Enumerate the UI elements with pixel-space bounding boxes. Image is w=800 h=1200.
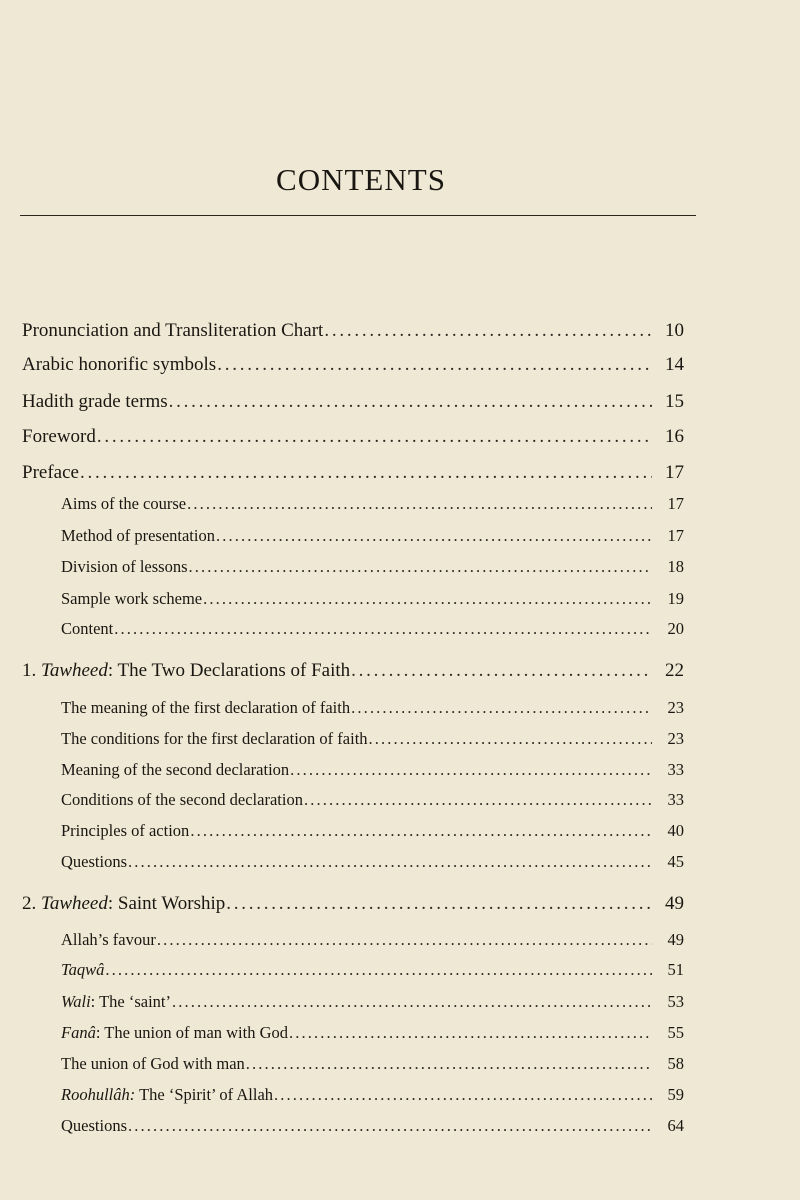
toc-entry-title [61,992,171,1012]
toc-entry-title [22,893,225,915]
toc-entry-text: Arabic honorific symbols [22,354,217,375]
toc-entry [61,698,684,718]
toc-page-number: 16 [665,426,684,447]
toc-page-number: 33 [667,790,684,809]
toc-entry-term: Roohullâh: [61,1085,136,1104]
toc-entry-text: Method of presentation [61,526,215,545]
toc-entry [61,1054,684,1074]
toc-entry-text: Allah’s favour [61,930,156,949]
toc-page-number: 49 [665,893,684,914]
dot-leader [274,1085,652,1105]
toc-page-number: 49 [667,930,684,949]
toc-entry [61,619,684,639]
toc-entry-title [22,462,79,484]
toc-page-number: 17 [667,494,684,513]
toc-entry [22,426,684,448]
toc-entry-text: Aims of the course [61,494,187,513]
toc-entry-text: : The ‘saint’ [90,992,171,1011]
toc-page-number: 59 [667,1085,684,1104]
toc-entry [22,660,684,682]
toc-entry-text: The ‘Spirit’ of Allah [135,1085,274,1104]
page-title: CONTENTS [276,162,446,197]
dot-leader [324,320,652,342]
dot-leader [128,1116,652,1136]
toc-entry-title [61,1116,127,1136]
toc-entry-title [61,1023,288,1043]
dot-leader [351,660,652,682]
toc-entry [61,960,684,980]
toc-page-number: 18 [667,557,684,576]
toc-entry-term: Tawheed [41,893,108,914]
toc-entry [22,893,684,915]
toc-page-number: 23 [667,698,684,717]
toc-entry-text: : The union of man with God [95,1023,289,1042]
toc-entry-text: Division of lessons [61,557,188,576]
dot-leader [97,426,652,448]
toc-entry [61,992,684,1012]
dot-leader [203,589,652,609]
dot-leader [246,1054,652,1074]
dot-leader [105,960,652,980]
toc-page-number: 20 [667,619,684,638]
toc-page-number: 22 [665,660,684,681]
dot-leader [216,526,652,546]
toc-entry [61,494,684,514]
toc-page-number: 14 [665,354,684,375]
dot-leader [217,354,652,376]
toc-entry-text: Preface [22,462,79,483]
toc-page-number: 64 [667,1116,684,1135]
toc-entry-title [61,852,127,872]
toc-entry [61,557,684,577]
toc-entry [22,462,684,484]
toc-page-number: 33 [667,760,684,779]
toc-entry [61,852,684,872]
dot-leader [290,760,652,780]
dot-leader [189,557,652,577]
toc-entry [61,1023,684,1043]
toc-entry [61,526,684,546]
toc-entry-text: Questions [61,852,127,871]
toc-page-number: 17 [665,462,684,483]
toc-entry-title [22,354,216,376]
toc-page-number: 23 [667,729,684,748]
toc-entry-title [61,1085,273,1105]
toc-entry [61,589,684,609]
toc-entry-text: Content [61,619,114,638]
toc-entry-title [61,760,289,780]
toc-entry [22,354,684,376]
toc-entry-title [61,790,303,810]
toc-entry-title [61,698,350,718]
toc-entry-title [61,821,189,841]
toc-entry-title [61,619,113,639]
dot-leader [226,893,652,915]
dot-leader [80,462,652,484]
toc-entry-title [61,1054,245,1074]
toc-entry-term: Fanâ [61,1023,96,1042]
toc-entry-title [61,557,188,577]
toc-entry-text: Hadith grade terms [22,391,168,412]
toc-page-number: 53 [667,992,684,1011]
toc-entry-text: The union of God with man [61,1054,245,1073]
toc-page-number: 51 [667,960,684,979]
toc-entry [22,320,684,342]
toc-entry [61,1085,684,1105]
toc-entry-title [22,391,168,413]
toc-entry-text: The meaning of the first declaration of faith [61,698,351,717]
dot-leader [157,930,652,950]
toc-page-number: 58 [667,1054,684,1073]
toc-entry [61,790,684,810]
toc-entry-text: Conditions of the second declaration [61,790,303,809]
dot-leader [172,992,652,1012]
toc-entry-title [61,494,186,514]
toc-page-number: 19 [667,589,684,608]
toc-entry [61,930,684,950]
dot-leader [114,619,652,639]
toc-entry-term: Wali [61,992,91,1011]
toc-entry-text: Sample work scheme [61,589,203,608]
toc-page-number: 15 [665,391,684,412]
toc-page-number: 17 [667,526,684,545]
toc-entry-title [61,589,202,609]
dot-leader [351,698,652,718]
toc-entry-title [61,729,368,749]
toc-entry-text: Pronunciation and Transliteration Chart [22,320,324,341]
toc-entry-text: The conditions for the first declaration of faith [61,729,368,748]
toc-entry-text: : The Two Declarations of Faith [107,660,351,681]
toc-page-number: 55 [667,1023,684,1042]
dot-leader [289,1023,652,1043]
toc-entry [61,729,684,749]
dot-leader [304,790,652,810]
toc-entry [22,391,684,413]
toc-entry-title [61,960,104,980]
dot-leader [187,494,652,514]
toc-entry-text: Questions [61,1116,127,1135]
dot-leader [169,391,652,413]
toc-page-number: 10 [665,320,684,341]
toc-entry-title [22,660,350,682]
dot-leader [190,821,652,841]
toc-entry-text: Meaning of the second declaration [61,760,290,779]
toc-entry-title [22,426,96,448]
toc-entry-number: 1. [22,660,41,681]
toc-entry-title [61,930,156,950]
toc-page-number: 40 [667,821,684,840]
toc-entry-term: Tawheed [41,660,108,681]
toc-entry [61,1116,684,1136]
toc-entry-number: 2. [22,893,41,914]
toc-page-number: 45 [667,852,684,871]
toc-entry-text: : Saint Worship [107,893,226,914]
dot-leader [369,729,652,749]
toc-entry [61,821,684,841]
toc-entry-title [22,320,323,342]
dot-leader [128,852,652,872]
toc-entry-title [61,526,215,546]
toc-entry-term: Taqwâ [61,960,105,979]
toc-entry [61,760,684,780]
toc-entry-text: Foreword [22,426,96,447]
toc-entry-text: Principles of action [61,821,190,840]
